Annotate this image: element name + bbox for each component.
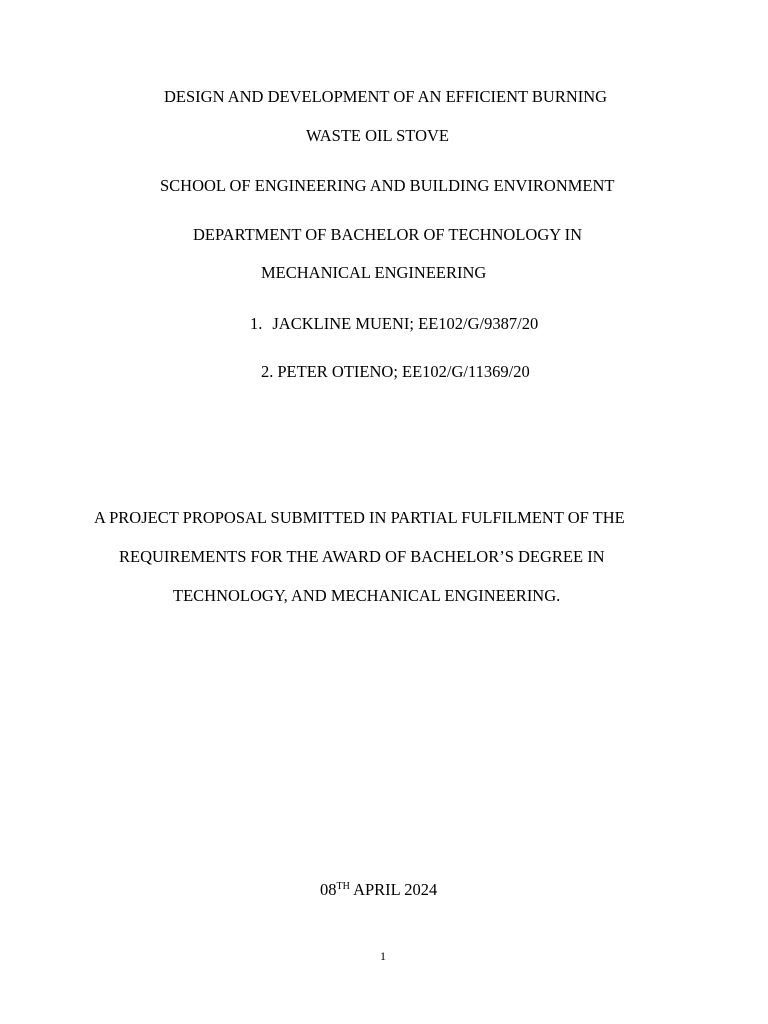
author-1 [250, 314, 538, 334]
page-number: 1 [380, 949, 386, 963]
date-suffix: TH [336, 881, 350, 892]
author-2 [261, 362, 530, 382]
author-1-text: JACKLINE MUENI; EE102/G/9387/20 [272, 314, 539, 333]
statement-line-1: A PROJECT PROPOSAL SUBMITTED IN PARTIAL FULFILMENT OF THE [94, 508, 625, 527]
author-2-number: 2. [261, 362, 274, 381]
date-month-year: APRIL 2024 [353, 880, 438, 899]
school-name: SCHOOL OF ENGINEERING AND BUILDING ENVIRONMENT [160, 176, 615, 195]
department-line-2: MECHANICAL ENGINEERING [261, 263, 487, 282]
statement-line-2: REQUIREMENTS FOR THE AWARD OF BACHELOR’S DEGREE IN [119, 547, 605, 566]
author-1-number: 1. [250, 314, 263, 333]
department-line-1: DEPARTMENT OF BACHELOR OF TECHNOLOGY IN [193, 225, 583, 244]
submission-date [320, 880, 437, 900]
author-2-text: PETER OTIENO; EE102/G/11369/20 [277, 362, 530, 381]
statement-line-3: TECHNOLOGY, AND MECHANICAL ENGINEERING. [173, 586, 561, 605]
date-day: 08 [320, 880, 337, 899]
title-line-1: DESIGN AND DEVELOPMENT OF AN EFFICIENT BURNING [164, 87, 608, 106]
title-line-2: WASTE OIL STOVE [306, 126, 449, 145]
